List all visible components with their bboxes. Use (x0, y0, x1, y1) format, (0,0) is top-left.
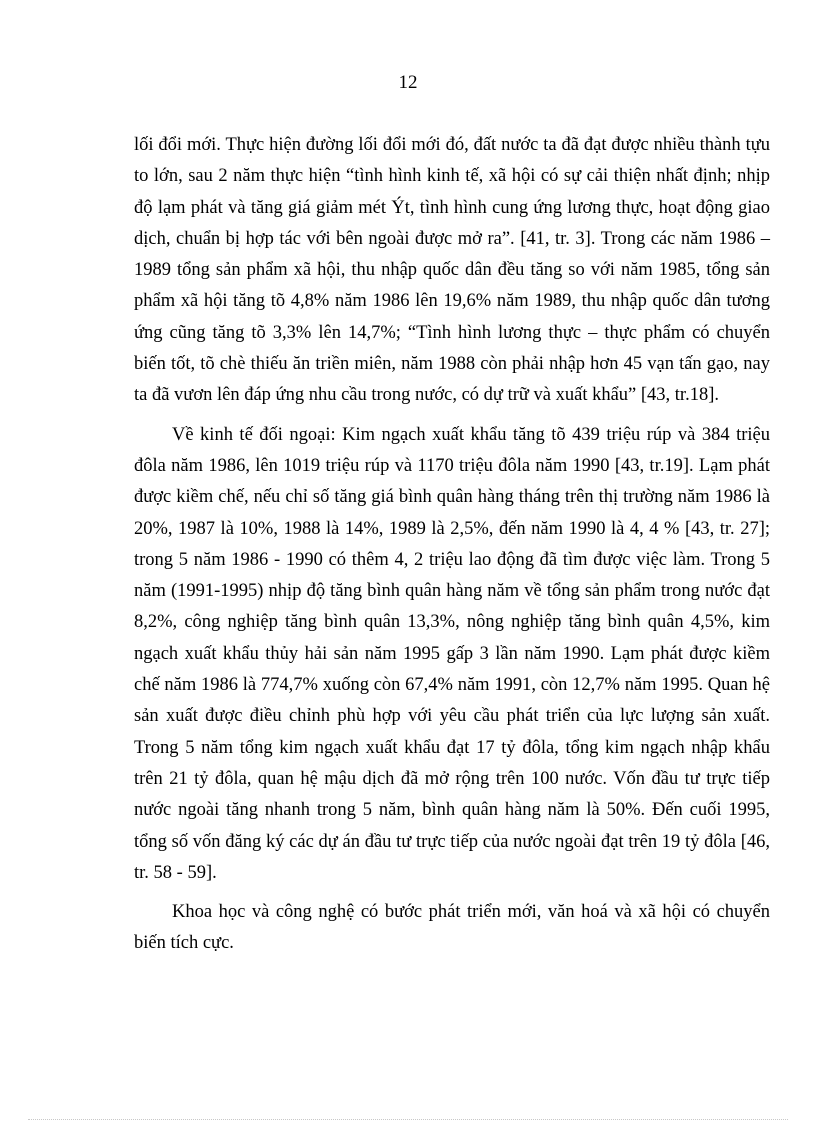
paragraph-foreign-economy: Về kinh tế đối ngoại: Kim ngạch xuất khẩu tăng tõ 439 triệu rúp và 384 triệu đôla năm 1986, lên 1019 triệu rúp và 1170 triệu đôla năm 1990 [43, tr.19]. Lạm phát được kiềm chế, nếu chỉ số tăng giá bình quân hàng tháng trên thị trường năm 1986 là 20%, 1987 là 10%, 1988 là 14%, 1989 là 2,5%, đến năm 1990 là 4, 4 % [43, tr. 27]; trong 5 năm 1986 - 1990 có thêm 4, 2 triệu lao động đã tìm được việc làm. Trong 5 năm (1991-1995) nhịp độ tăng bình quân hàng năm về tổng sản phẩm trong nước đạt 8,2%, công nghiệp tăng bình quân 13,3%, nông nghiệp tăng bình quân 4,5%, kim ngạch xuất khẩu thủy hải sản năm 1995 gấp 3 lần năm 1990. Lạm phát được kiềm chế năm 1986 là 774,7% xuống còn 67,4% năm 1991, còn 12,7% năm 1995. Quan hệ sản xuất được điều chỉnh phù hợp với yêu cầu phát triển của lực lượng sản xuất. Trong 5 năm tổng kim ngạch xuất khẩu đạt 17 tỷ đôla, tổng kim ngạch nhập khẩu trên 21 tỷ đôla, quan hệ mậu dịch đã mở rộng trên 100 nước. Vốn đầu tư trực tiếp nước ngoài tăng nhanh trong 5 năm, bình quân hàng năm là 50%. Đến cuối 1995, tổng số vốn đăng ký các dự án đầu tư trực tiếp của nước ngoài đạt trên 19 tỷ đôla [46, tr. 58 - 59]. (134, 424, 770, 883)
body-text (134, 130, 770, 968)
page-bottom-divider (28, 1119, 788, 1120)
paragraph-science-culture: Khoa học và công nghệ có bước phát triển mới, văn hoá và xã hội có chuyển biến tích cực. (134, 902, 770, 954)
page-number: 12 (398, 72, 418, 93)
paragraph-continuation: lối đổi mới. Thực hiện đường lối đổi mới đó, đất nước ta đã đạt được nhiều thành tựu to lớn, sau 2 năm thực hiện “tình hình kinh tế, xã hội có sự cải thiện nhất định; nhịp độ lạm phát và tăng giá giảm mét Ýt, tình hình cung ứng lương thực, hoạt động giao dịch, chuẩn bị hợp tác với bên ngoài được mở ra”. [41, tr. 3]. Trong các năm 1986 – 1989 tổng sản phẩm xã hội, thu nhập quốc dân đều tăng so với năm 1985, tổng sản phẩm xã hội tăng tõ 4,8% năm 1986 lên 19,6% năm 1989, thu nhập quốc dân tương ứng cũng tăng tõ 3,3% lên 14,7%; “Tình hình lương thực – thực phẩm có chuyển biến tốt, tõ chè thiếu ăn triền miên, năm 1988 còn phải nhập hơn 45 vạn tấn gạo, nay ta đã vươn lên đáp ứng nhu cầu trong nước, có dự trữ và xuất khẩu” [43, tr.18]. (134, 135, 770, 406)
